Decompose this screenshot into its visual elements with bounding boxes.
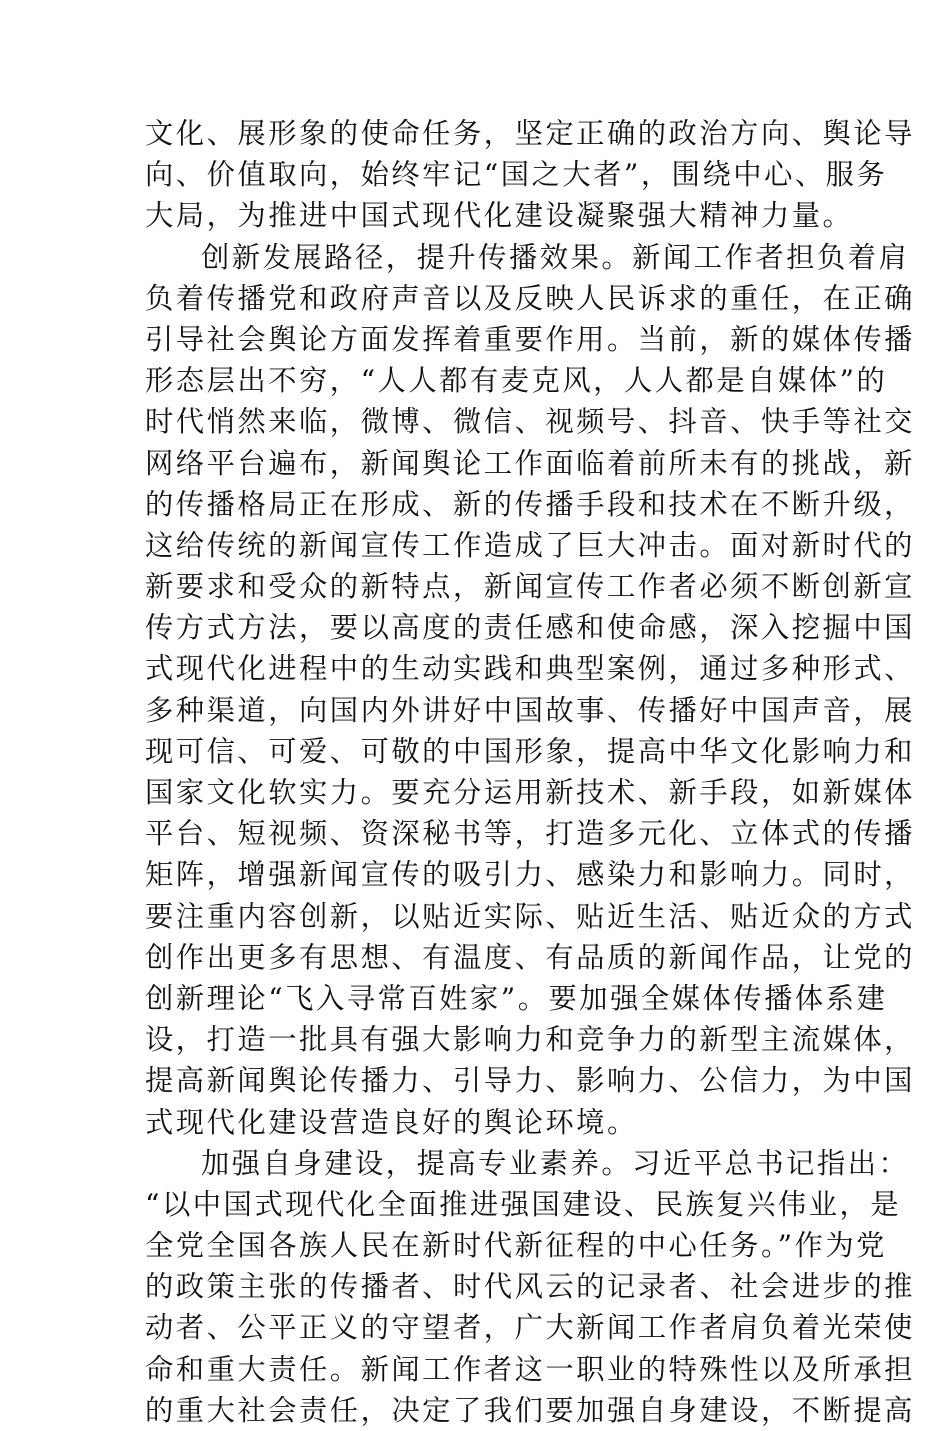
text-line: 式现代化进程中的生动实践和典型案例，通过多种形式、: [145, 652, 915, 686]
text-line: 创新理论“飞入寻常百姓家”。要加强全媒体传播体系建: [145, 981, 888, 1015]
paragraph-start-line: 加强自身建设，提高专业素养。习近平总书记指出：: [201, 1146, 910, 1180]
text-line: 大局，为推进中国式现代化建设凝聚强大精神力量。: [145, 199, 854, 233]
text-line: 设，打造一批具有强大影响力和竞争力的新型主流媒体，: [145, 1023, 915, 1057]
body-text: [145, 113, 915, 1431]
text-line: 的传播格局正在形成、新的传播手段和技术在不断升级，: [145, 487, 915, 521]
text-line: 现可信、可爱、可敬的中国形象，提高中华文化影响力和: [145, 734, 915, 768]
text-line: 命和重大责任。新闻工作者这一职业的特殊性以及所承担: [145, 1352, 915, 1386]
text-line: 网络平台遍布，新闻舆论工作面临着前所未有的挑战，新: [145, 446, 915, 480]
paragraph-start-line: 创新发展路径，提升传播效果。新闻工作者担负着肩: [201, 240, 910, 274]
text-line: 矩阵，增强新闻宣传的吸引力、感染力和影响力。同时，: [145, 858, 915, 892]
text-line: 这给传统的新闻宣传工作造成了巨大冲击。面对新时代的: [145, 528, 915, 562]
text-line: 式现代化建设营造良好的舆论环境。: [145, 1105, 638, 1139]
text-line: 形态层出不穷，“人人都有麦克风，人人都是自媒体”的: [145, 364, 888, 398]
text-line: 创作出更多有思想、有温度、有品质的新闻作品，让党的: [145, 940, 915, 974]
text-line: 引导社会舆论方面发挥着重要作用。当前，新的媒体传播: [145, 322, 915, 356]
text-line: 向、价值取向，始终牢记“国之大者”，围绕中心、服务: [145, 158, 888, 192]
text-line: 的政策主张的传播者、时代风云的记录者、社会进步的推: [145, 1270, 915, 1304]
text-line: 负着传播党和政府声音以及反映人民诉求的重任，在正确: [145, 281, 915, 315]
text-line: “以中国式现代化全面推进强国建设、民族复兴伟业，是: [145, 1187, 902, 1221]
text-line: 要注重内容创新，以贴近实际、贴近生活、贴近众的方式: [145, 899, 915, 933]
text-line: 动者、公平正义的守望者，广大新闻工作者肩负着光荣使: [145, 1311, 915, 1345]
text-line: 国家文化软实力。要充分运用新技术、新手段，如新媒体: [145, 776, 915, 809]
text-line: 文化、展形象的使命任务，坚定正确的政治方向、舆论导: [145, 117, 915, 150]
text-line: 时代悄然来临，微博、微信、视频号、抖音、快手等社交: [145, 405, 915, 439]
text-line: 新要求和受众的新特点，新闻宣传工作者必须不断创新宣: [145, 570, 915, 604]
text-line: 全党全国各族人民在新时代新征程的中心任务。”作为党: [145, 1229, 887, 1263]
text-line: 多种渠道，向国内外讲好中国故事、传播好中国声音，展: [145, 693, 915, 727]
text-line: 平台、短视频、资深秘书等，打造多元化、立体式的传播: [145, 817, 915, 851]
text-line: 的重大社会责任，决定了我们要加强自身建设，不断提高: [145, 1393, 915, 1427]
text-line: 传方式方法，要以高度的责任感和使命感，深入挖掘中国: [145, 611, 915, 645]
text-line: 提高新闻舆论传播力、引导力、影响力、公信力，为中国: [145, 1064, 915, 1098]
